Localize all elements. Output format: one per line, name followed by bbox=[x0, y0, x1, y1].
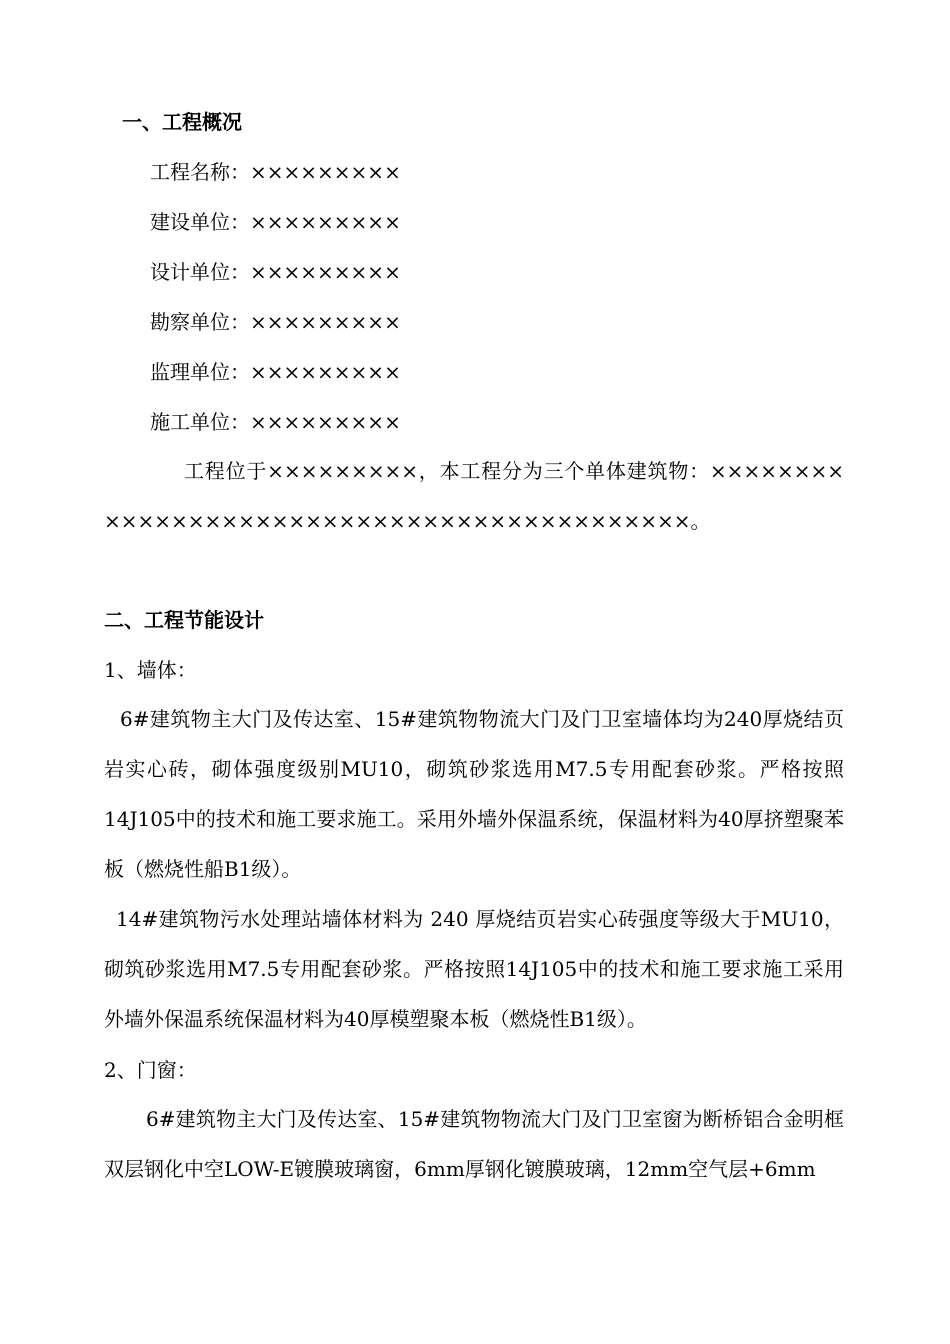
builder-unit-row bbox=[150, 408, 401, 436]
project-name-row bbox=[150, 158, 401, 186]
wall-paragraph-2: 14#建筑物污水处理站墙体材料为 240 厚烧结页岩实心砖强度等级大于MU10，砌筑砂浆选用M7.5专用配套砂浆。严格按照14J105中的技术和施工要求施工采用外墙外保温系统保温材料为40厚模塑聚本板（燃烧性B1级）。 bbox=[104, 907, 844, 1031]
design-unit-row bbox=[150, 258, 401, 286]
design-unit-label: 设计单位： bbox=[150, 260, 250, 284]
builder-unit-value: ××××××××× bbox=[250, 410, 401, 434]
supervision-unit-value: ××××××××× bbox=[250, 360, 401, 384]
project-name-value: ××××××××× bbox=[250, 160, 401, 184]
section1-heading: 一、工程概况 bbox=[122, 110, 242, 134]
construction-unit-label: 建设单位： bbox=[150, 210, 250, 234]
section2-heading: 二、工程节能设计 bbox=[104, 608, 264, 632]
survey-unit-row bbox=[150, 308, 401, 336]
window-paragraph-1: 6#建筑物主大门及传达室、15#建筑物物流大门及门卫室窗为断桥铝合金明框双层钢化中空LOW-E镀膜玻璃窗，6mm厚钢化镀膜玻璃，12mm空气层+6mm bbox=[104, 1107, 844, 1181]
survey-unit-value: ××××××××× bbox=[250, 310, 401, 334]
builder-unit-label: 施工单位： bbox=[150, 410, 250, 434]
project-name-label: 工程名称： bbox=[150, 160, 250, 184]
wall-paragraph-1: 6#建筑物主大门及传达室、15#建筑物物流大门及门卫室墙体均为240厚烧结页岩实心砖，砌体强度级别MU10，砌筑砂浆选用M7.5专用配套砂浆。严格按照14J105中的技术和施工要求施工。采用外墙外保温系统，保温材料为40厚挤塑聚苯板（燃烧性船B1级）。 bbox=[104, 707, 844, 881]
supervision-unit-label: 监理单位： bbox=[150, 360, 250, 384]
construction-unit-value: ××××××××× bbox=[250, 210, 401, 234]
design-unit-value: ××××××××× bbox=[250, 260, 401, 284]
window-title: 2、门窗： bbox=[104, 1058, 197, 1082]
construction-unit-row bbox=[150, 208, 401, 236]
wall-title: 1、墙体： bbox=[104, 658, 197, 682]
location-paragraph: 工程位于×××××××××，本工程分为三个单体建筑物：×××××××××××××××××××××××××××××××××××××××××××。 bbox=[104, 459, 844, 533]
survey-unit-label: 勘察单位： bbox=[150, 310, 250, 334]
supervision-unit-row bbox=[150, 358, 401, 386]
